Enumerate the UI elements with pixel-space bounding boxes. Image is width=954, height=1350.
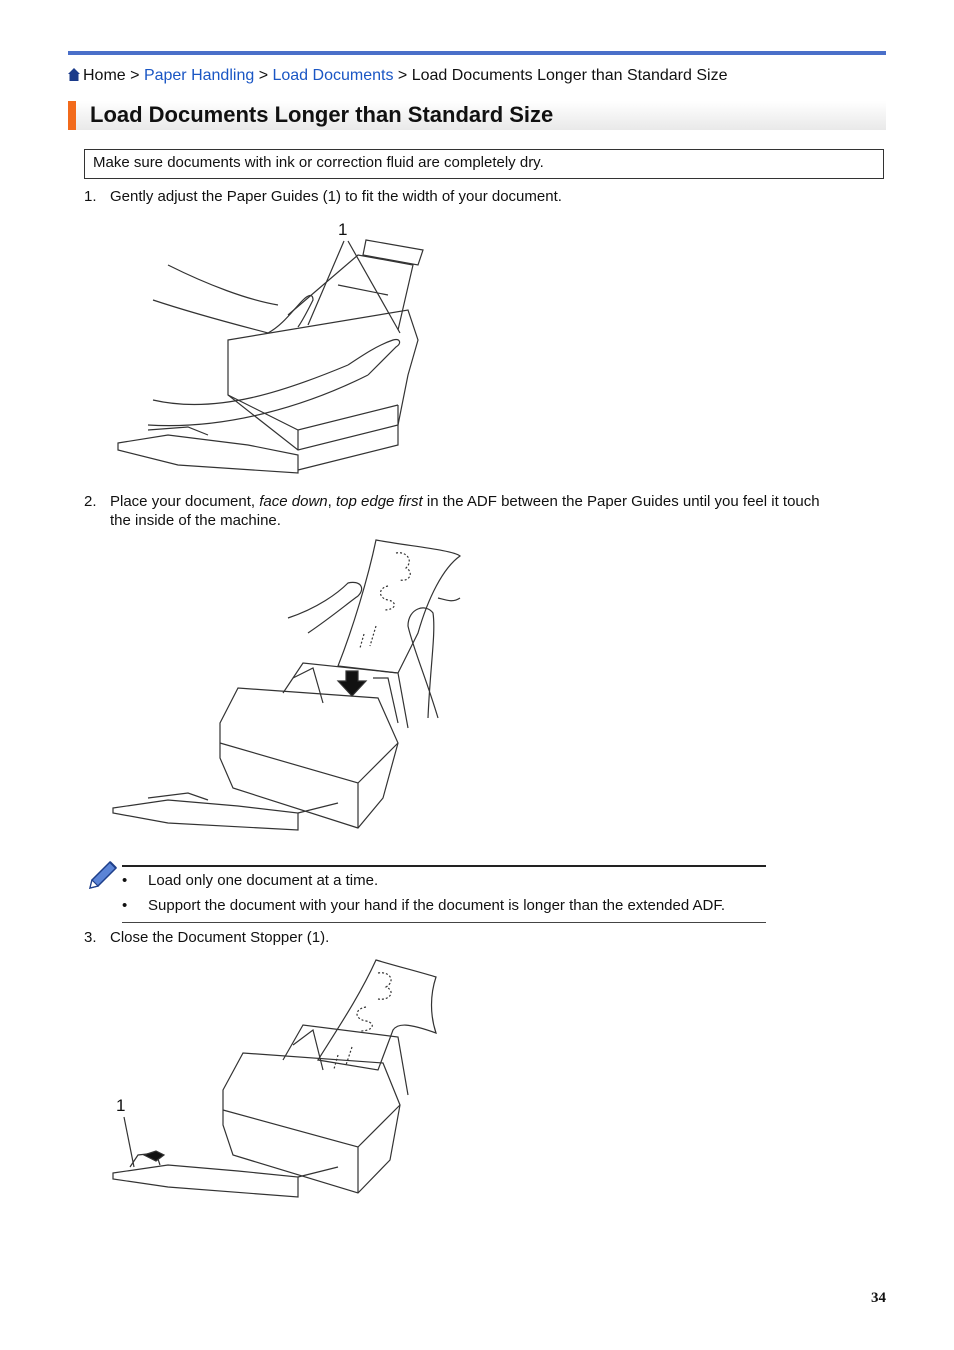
step-number: 3. <box>84 929 97 946</box>
step-text <box>110 492 820 511</box>
notice-box: Make sure documents with ink or correction fluid are completely dry. <box>84 149 884 179</box>
step-text-line-2: the inside of the machine. <box>110 512 281 529</box>
bullet-text: Load only one document at a time. <box>148 872 379 889</box>
breadcrumb-home[interactable]: Home <box>83 67 126 84</box>
bullet-dot: • <box>122 872 128 889</box>
step-text: Gently adjust the Paper Guides (1) to fit the width of your document. <box>110 188 562 205</box>
adjust-paper-guides-illustration <box>108 215 438 480</box>
pencil-note-icon <box>84 858 120 892</box>
page-title: Load Documents Longer than Standard Size <box>90 102 554 127</box>
breadcrumb-load-documents[interactable]: Load Documents <box>272 67 394 84</box>
place-document-illustration <box>108 538 468 833</box>
breadcrumb-separator: > <box>258 67 269 84</box>
step-text-post: in the ADF between the Paper Guides until you feel it touch <box>422 493 820 510</box>
step-text-top-edge-first: top edge first <box>335 493 423 510</box>
step-text-mid: , <box>327 493 336 510</box>
bullet-dot: • <box>122 897 128 914</box>
bullet-text: Support the document with your hand if the document is longer than the extended ADF. <box>148 897 726 914</box>
step-text-pre: Place your document, <box>110 493 260 510</box>
callout-label-1: 1 <box>116 1096 126 1115</box>
page-number: 34 <box>871 1290 886 1306</box>
step-text: Close the Document Stopper (1). <box>110 929 330 946</box>
note-block <box>84 858 766 924</box>
top-rule <box>68 51 886 55</box>
step-number: 2. <box>84 493 97 510</box>
step-number: 1. <box>84 188 97 205</box>
callout-label-1: 1 <box>338 220 348 239</box>
breadcrumb <box>68 67 727 85</box>
step-text-face-down: face down <box>259 493 328 510</box>
close-document-stopper-illustration <box>108 955 448 1205</box>
title-accent <box>68 101 76 130</box>
home-icon[interactable] <box>68 68 80 81</box>
note-bottom-rule <box>122 922 766 923</box>
note-top-rule <box>122 865 766 867</box>
breadcrumb-current: Load Documents Longer than Standard Size <box>411 67 728 84</box>
breadcrumb-separator: > <box>397 67 408 84</box>
breadcrumb-paper-handling[interactable]: Paper Handling <box>143 67 255 84</box>
page-title-bar <box>68 101 886 130</box>
breadcrumb-separator: > <box>130 67 140 84</box>
